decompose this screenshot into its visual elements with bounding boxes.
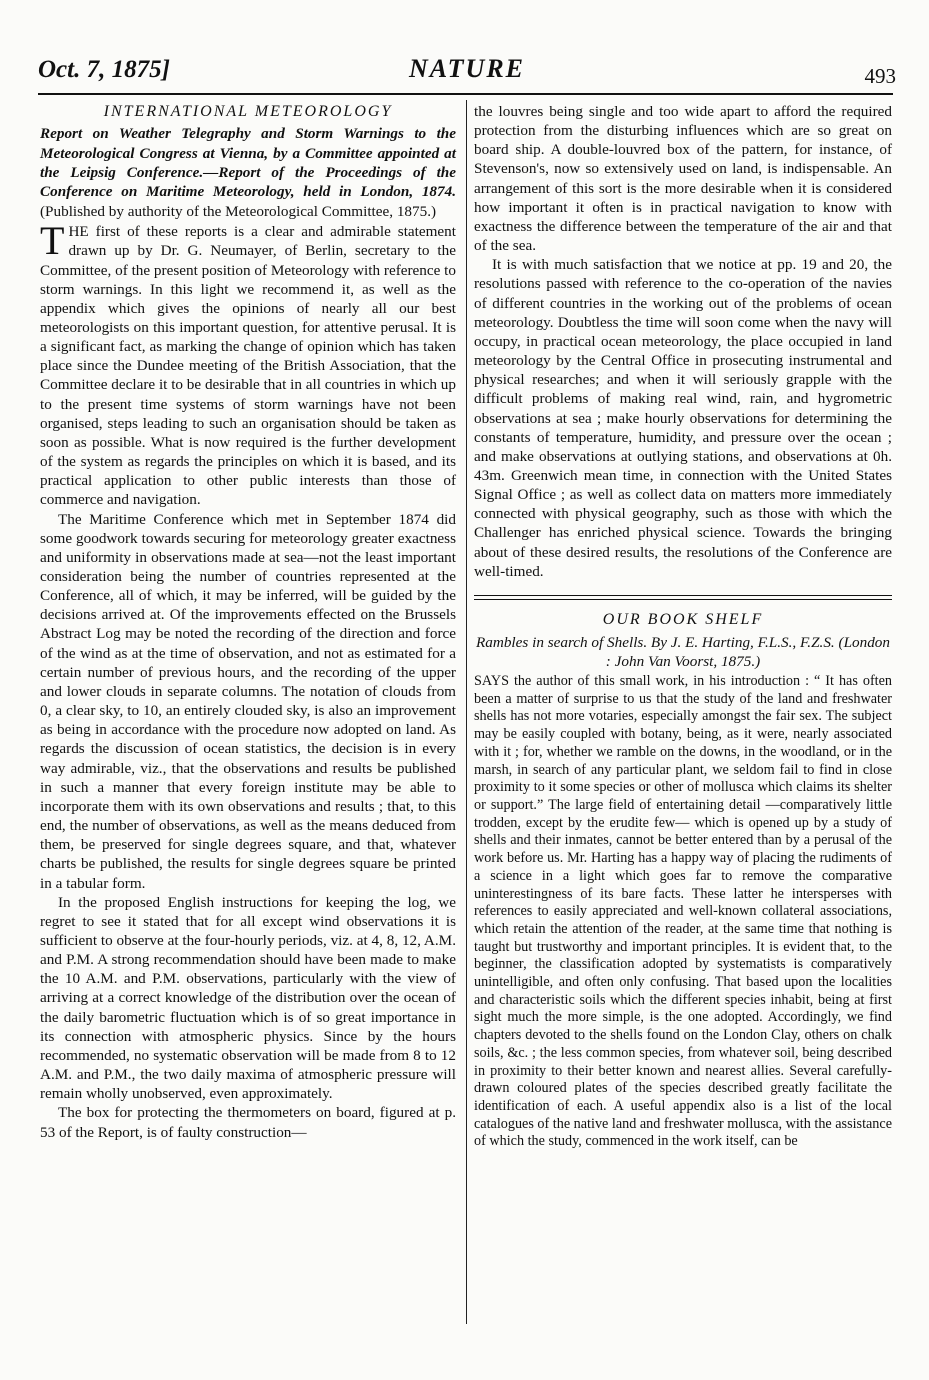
paragraph: the louvres being single and too wide apart to afford the required protection from the disturbing influences which are so great on board ship. A double-louvred box of the pattern, for instance, of Stevenson's, now so extensively used on land, is indispensable. An arrangement of this sort is the more desirable when it is considered how important it often is in practical navigation to know with exactness the difference between the temperature of the air and that of the sea.: [474, 103, 892, 255]
reviewed-reports-titles: Report on Weather Telegraphy and Storm Warnings to the Meteorological Congress at Vienna, by a Committee appointed at the Leipsig Conference.—Report of the Proceedings of the Conference on Maritime Meteorology, held in London, 1874.: [40, 125, 456, 201]
reviewed-reports-reference: [40, 124, 456, 221]
right-column: [474, 102, 892, 1151]
paragraph: The box for protecting the thermometers on board, figured at p. 53 of the Report, is of faulty construction—: [40, 1104, 456, 1141]
paragraph: In the proposed English instructions for keeping the log, we regret to see it stated that for all except wind observations it is sufficient to observe at the four-hourly periods, viz. at 4, 8, 12, A.M. and P.M. A strong recommendation should have been made to make the 10 A.M. and P.M. observations, particularly with the view of arriving at a correct knowledge of the distribution over the ocean of the daily barometric fluctuation which is of so great importance in its connection with atmospheric physics. Since by the hours recommended, no systematic observation will be made from 8 to 12 A.M. and P.M., the two daily maxima of atmospheric pressure will remain wholly unobserved, even approximately.: [40, 893, 456, 1103]
page-number: 493: [864, 64, 896, 88]
section-title-book-shelf: OUR BOOK SHELF: [602, 610, 764, 628]
paragraph-text: HE first of these reports is a clear and admirable statement drawn up by Dr. G. Neumayer, of Berlin, secretary to the Committee, of the present position of Meteorology with reference to storm warnings. In this light we recommend it, as well as the appendix which gives the opinions of nearly all our best meteorologists on this important question, for attentive perusal. It is a significant fact, as marking the change of opinion which has taken place since the Dundee meeting of the British Association, that the Committee declare it to be desirable that in all countries in which up to the present time systems of storm warnings have not been organised, steps leading to such an organisation should be taken as soon as possible. What is now required is the further development of the system as regards the principles on which it is based, and its practical application to other public interests than those of commerce and navigation.: [40, 223, 456, 509]
paragraph: The Maritime Conference which met in September 1874 did some goodwork towards securing for meteorology greater exactness and uniformity in observations made at sea—not the least important consideration being the number of countries represented at the Conference, all of which, it may be inferred, will be guided by the decisions arrived at. Of the improvements effected on the Brussels Abstract Log may be noted the recording of the direction and force of the wind as at the time of observation, and not as estimated for a certain number of previous hours, and the recording of the upper and lower clouds in separate columns. The notation of clouds from 0, a clear sky, to 10, an entirely clouded sky, is also an improvement as being in accordance with the procedure now adopted on land. As regards the discussion of ocean statistics, the decision is in every way admirable, viz., that the observations and results be published in such a manner that every foreign institute may be able to incorporate them with its own observations and results ; that, to this end, the number of observations, as well as the means deduced from them, be preserved for single degrees square, and that, whatever charts be published, the results for single degrees square be printed in a tabular form.: [40, 510, 456, 892]
journal-title: NATURE: [408, 54, 526, 83]
section-divider: [474, 595, 892, 600]
publication-note: (Published by authority of the Meteorological Committee, 1875.): [40, 202, 437, 220]
page-header: [38, 52, 896, 92]
header-rule: [38, 93, 893, 95]
paragraph: [40, 218, 456, 509]
left-column: [40, 102, 456, 1142]
book-reference: Rambles in search of Shells. By J. E. Harting, F.L.S., F.Z.S. (London : John Van Voorst, 1875.): [476, 634, 890, 671]
issue-date: Oct. 7, 1875]: [38, 56, 170, 83]
book-review-text: SAYS the author of this small work, in his introduction : “ It has often been a matter of surprise to us that the study of the land and freshwater shells has not more votaries, especially amongst the fair sex. The subject may be easily coupled with botany, being, as it were, nearly associated with it ; for, whether we ramble on the downs, in the woodland, or in the marsh, in search of any particular plant, we seldom fail to find in close proximity to it some species or other of mollusca which claims its shelter or support.” The large field of entertaining detail —comparatively little trodden, except by the erudite few— which is opened up by a study of shells and their inmates, cannot be better entered than by a perusal of the work before us. Mr. Harting has a happy way of placing the rudiments of a science in a light which goes far to remove the comparative uninterestingness of its bare facts. These latter he intersperses with references to easily appreciated and well-known collateral associations, which retain the attention of the reader, at the same time that nothing is taught but trustworthy and important principles. It is evident that, to the beginner, the classification adopted by systematists is comparatively unintelligible, and often only confusing. That based upon the localities and characteristic soils which the different species inhabit, being at first sight much the more simple, is the one adopted. Accordingly, we find chapters devoted to the shells found on the London Clay, others on chalk soils, &c. ; the less common species, from whatever soil, being described in proximity to their better known and nearest allies. Several carefully-drawn coloured plates of the species described greatly facilitate the identification of each. A useful appendix also is a list of the local catalogues of the native land and freshwater mollusca, with the assistance of which the study, commenced in the work itself, can be: [474, 673, 892, 1150]
paragraph: It is with much satisfaction that we notice at pp. 19 and 20, the resolutions passed with reference to the co-operation of the navies of different countries in the working out of the problems of ocean meteorology. Doubtless the time will soon come when the navy will occupy, in practical ocean meteorology, the place occupied in land meteorology by the Central Office in prosecuting instrumental and physical researches; and when it will seriously grapple with the difficult problems of making real wind, rain, and hygrometric observations at sea ; make hourly observations for determining the constants of temperature, humidity, and pressure over the ocean ; and make observations at outlying stations, and observations at 0h. 43m. Greenwich mean time, in connection with the United States Signal Office ; as well as collect data on matters more immediately connected with physical geography, such as those with which the Challenger has enriched physical science. Towards the bringing about of these desired results, the resolutions of the Conference are well-timed.: [474, 256, 892, 580]
section-title-meteorology: INTERNATIONAL METEOROLOGY: [103, 103, 393, 120]
column-divider: [466, 100, 467, 1324]
drop-cap: T: [40, 218, 65, 264]
